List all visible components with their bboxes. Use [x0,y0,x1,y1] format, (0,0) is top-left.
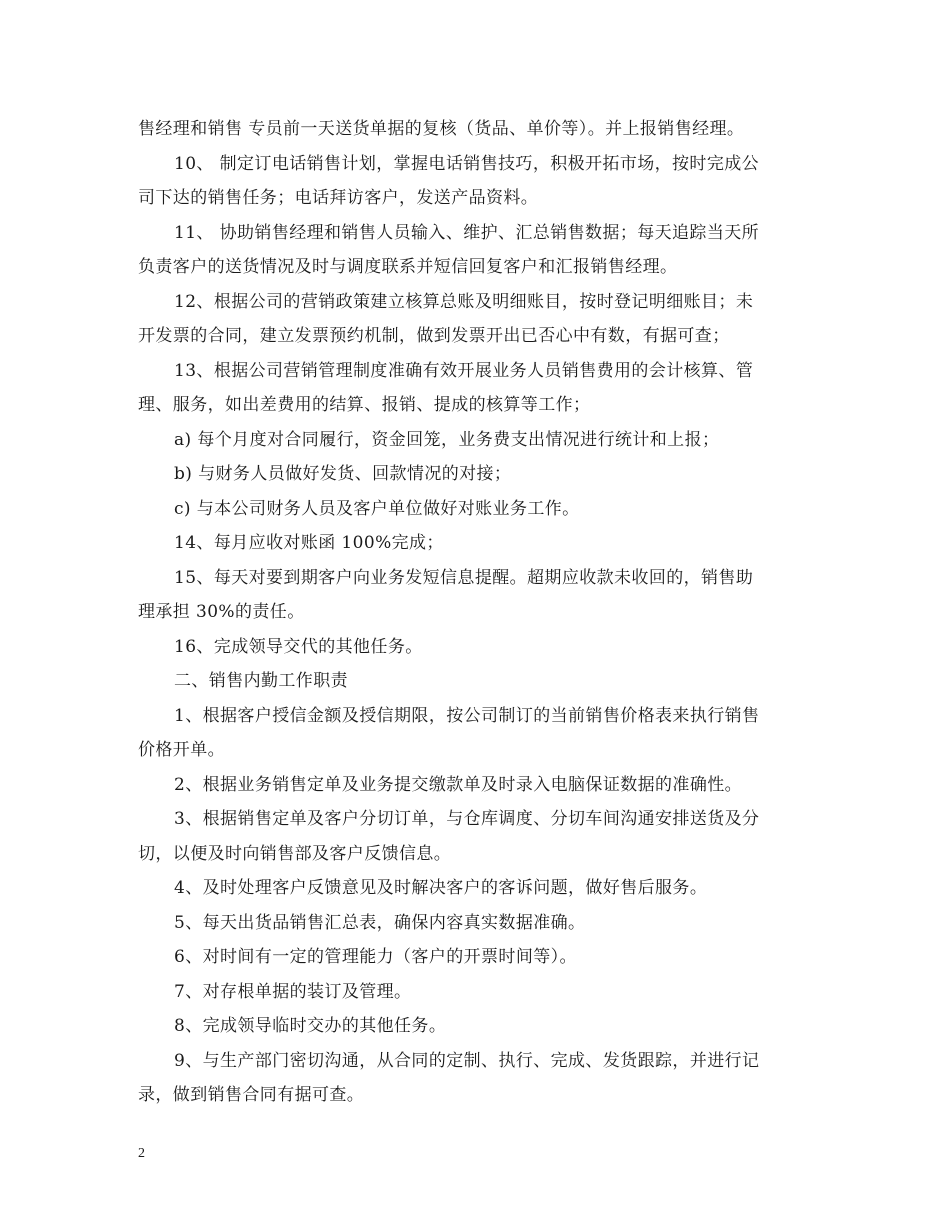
paragraph-line: 13、根据公司营销管理制度准确有效开展业务人员销售费用的会计核算、管 [174,360,754,381]
paragraph-line: 7、对存根单据的装订及管理。 [174,981,412,1002]
paragraph-line: 14、每月应收对账函 100%完成； [174,533,444,553]
paragraph-line: 1、根据客户授信金额及授信期限，按公司制订的当前销售价格表来执行销售 [174,705,760,726]
paragraph-line: 11、 协助销售经理和销售人员输入、维护、汇总销售数据；每天追踪当天所 [174,222,760,243]
paragraph-line: 4、及时处理客户反馈意见及时解决客户的客诉问题，做好售后服务。 [174,878,708,898]
paragraph-line: 16、完成领导交代的其他任务。 [174,636,423,657]
paragraph-line: 录，做到销售合同有据可查。 [138,1085,365,1105]
paragraph-line: 15、每天对要到期客户向业务发短信息提醒。超期应收款未收回的，销售助 [174,567,754,588]
document-body [138,112,818,1113]
list-item: a) 每个月度对合同履行，资金回笼，业务费支出情况进行统计和上报； [174,429,720,450]
paragraph-line: 司下达的销售任务；电话拜访客户，发送产品资料。 [138,188,539,208]
paragraph-line: 理承担 30%的责任。 [138,602,305,622]
page-number: 2 [138,1146,145,1161]
paragraph-line: 价格开单。 [138,740,225,760]
paragraph-line: 3、根据销售定单及客户分切订单，与仓库调度、分切车间沟通安排送货及分 [174,809,760,829]
paragraph-line: 6、对时间有一定的管理能力（客户的开票时间等）。 [174,947,577,967]
paragraph-line: 12、根据公司的营销政策建立核算总账及明细账目，按时登记明细账目；未 [174,291,754,312]
paragraph-line: 开发票的合同，建立发票预约机制，做到发票开出已否心中有数，有据可查； [138,326,730,346]
paragraph-line: 售经理和销售 专员前一天送货单据的复核（货品、单价等）。并上报销售经理。 [138,119,745,139]
list-item: b) 与财务人员做好发货、回款情况的对接； [174,464,512,484]
paragraph-line: 切，以便及时向销售部及客户反馈信息。 [138,843,452,864]
paragraph-line: 9、与生产部门密切沟通，从合同的定制、执行、完成、发货跟踪，并进行记 [174,1050,760,1071]
paragraph-line: 5、每天出货品销售汇总表，确保内容真实数据准确。 [174,912,586,933]
section-heading: 二、销售内勤工作职责 [174,671,348,691]
paragraph-line: 2、根据业务销售定单及业务提交缴款单及时录入电脑保证数据的准确性。 [174,774,743,795]
paragraph-line: 理、服务，如出差费用的结算、报销、提成的核算等工作； [138,395,591,415]
paragraph-line: 10、 制定订电话销售计划，掌握电话销售技巧，积极开拓市场，按时完成公 [174,153,760,174]
paragraph-line: 8、完成领导临时交办的其他任务。 [174,1016,447,1036]
paragraph-line: 负责客户的送货情况及时与调度联系并短信回复客户和汇报销售经理。 [138,257,678,277]
list-item: c) 与本公司财务人员及客户单位做好对账业务工作。 [174,498,580,519]
